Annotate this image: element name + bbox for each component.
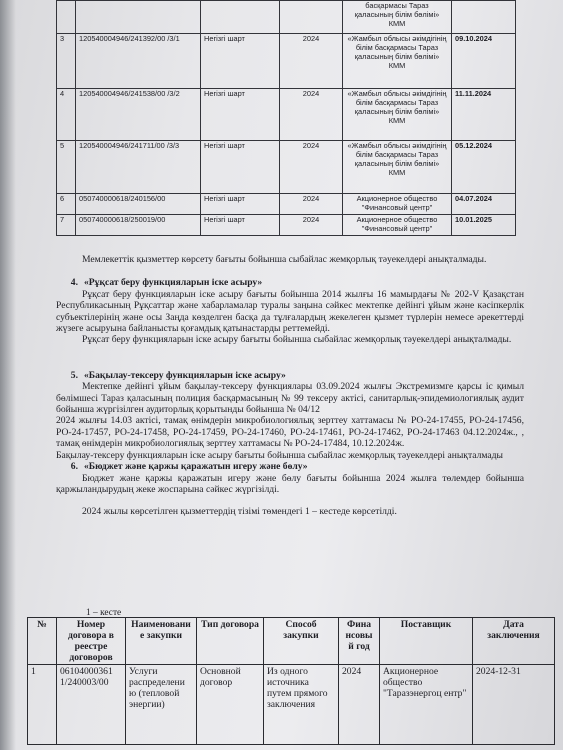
section-heading-6: 6. «Бюджет және қаржы қаражатын игеру және бөлу» bbox=[70, 461, 308, 473]
paragraph-budget: Бюджет және қаржы қаражатын игеру және бөлу бағыты бойынша 2024 жылға төлемдер бойынша қаржыландырудың жеке жоспарына сәйкес жүргізілді. bbox=[56, 472, 524, 495]
paragraph-inspection: Мектепке дейінгі ұйым бақылау-тексеру функциялары 03.09.2024 жылғы Экстремизмге қарсы іс қимыл бөлімшесі Тараз қаласының полиция басқармасының № 99 тексеру актісі, санитарлық-эпидемиологиялық аудит бойынша жүргізілген аудиторлық қорытынды бойынша № 04/12 bbox=[56, 381, 524, 416]
table-row: 7 050740000618/250019/00 Негізгі шарт 2024 Акционерное общество "Финансовый центр" 10.01.2025 bbox=[57, 215, 516, 236]
page-edge-shadow bbox=[0, 0, 16, 750]
contracts-table-bottom bbox=[27, 617, 555, 745]
document-body bbox=[56, 254, 524, 518]
paragraph-permits: Рұқсат беру функцияларын іске асыру бағыты бойынша 2014 жылғы 16 мамырдағы № 202-V Қазақстан Республикасының Рұқсаттар және хабарламалар туралы заңына сәйкес мектепке дейінгі ұйым және кәсіпкерлік субъектілерінің және осы Заңда көзделген басқа да тұлғалардың жекелеген қызмет түрлерін немесе әрекеттерді жүзеге асыруына байланысты қоғамдық қатынастарды реттемейді. bbox=[56, 288, 524, 335]
paragraph-state-services: Мемлекеттік қызметтер көрсету бағыты бойынша сыбайлас жемқорлық тәуекелдері анықталмады. bbox=[82, 254, 487, 265]
paragraph-inspection-acts: 2024 жылғы 14.03 актісі, тамақ өнімдерін микробиологиялық зерттеу хаттамасы № РО-24-17455, РО-24-17456, РО-24-17457, РО-24-17458, РО-24-17459, РО-24-17460, РО-24-17461, РО-24-17462, РО-24-17463 04.12.2024ж., , тамақ өнімдерін микробиологиялық зерттеу хаттамасы № РО-24-17484, 10.12.2024ж. bbox=[56, 415, 524, 450]
table-row: басқармасы Тараз қаласының білім бөлімі» КММ bbox=[57, 1, 516, 34]
paragraph-inspection-risks: Бақылау-тексеру функцияларын іске асыру бағыты бойынша сыбайлас жемқорлық тәуекелдері анықталмады bbox=[56, 449, 503, 461]
table-caption: 1 – кесте bbox=[86, 608, 122, 618]
table-row: 3 120540004946/241392/00 /3/1 Негізгі шарт 2024 «Жамбыл облысы әкімдігінің білім басқармасы Тараз қаласының білім бөлімі» КММ 09.10.2024 bbox=[57, 34, 516, 89]
paragraph-permits-risks: Рұқсат беру функцияларын іске асыру бағыты бойынша сыбайлас жемқорлық тәуекелдері анықталмады. bbox=[82, 334, 512, 346]
section-heading-5: 5. «Бақылау-тексеру функцияларын іске асыру» bbox=[70, 369, 286, 381]
paragraph-services-list: 2024 жылы көрсетілген қызметтердің тізімі төмендегі 1 – кестеде көрсетілді. bbox=[82, 506, 397, 518]
table-row: 4 120540004946/241538/00 /3/2 Негізгі шарт 2024 «Жамбыл облысы әкімдігінің білім басқармасы Тараз қаласының білім бөлімі» КММ 11.11.2024 bbox=[57, 89, 516, 141]
table-row: 5 120540004946/241711/00 /3/3 Негізгі шарт 2024 «Жамбыл облысы әкімдігінің білім басқармасы Тараз қаласының білім бөлімі» КММ 05.12.2024 bbox=[57, 141, 516, 194]
contracts-table-top bbox=[56, 0, 516, 236]
section-heading-4: 4. «Рұқсат беру функцияларын іске асыру» bbox=[70, 277, 263, 289]
table-header-row: № Номер договора в реестре договоров Наименовани е закупки Тип договора Способ закупки Фина нсовы й год Поставщик Дата заключения bbox=[28, 618, 555, 665]
table-row: 1 06104000361 1/240003/00 Услуги распределени ю (тепловой энергии) Основной договор Из одного источника путем прямого заключения 2024 Акционерное общество "Таразэнергоц ентр" 2024-12-31 bbox=[28, 665, 555, 745]
table-row: 6 050740000618/240156/00 Негізгі шарт 2024 Акционерное общество "Финансовый центр" 04.07.2024 bbox=[57, 194, 516, 215]
